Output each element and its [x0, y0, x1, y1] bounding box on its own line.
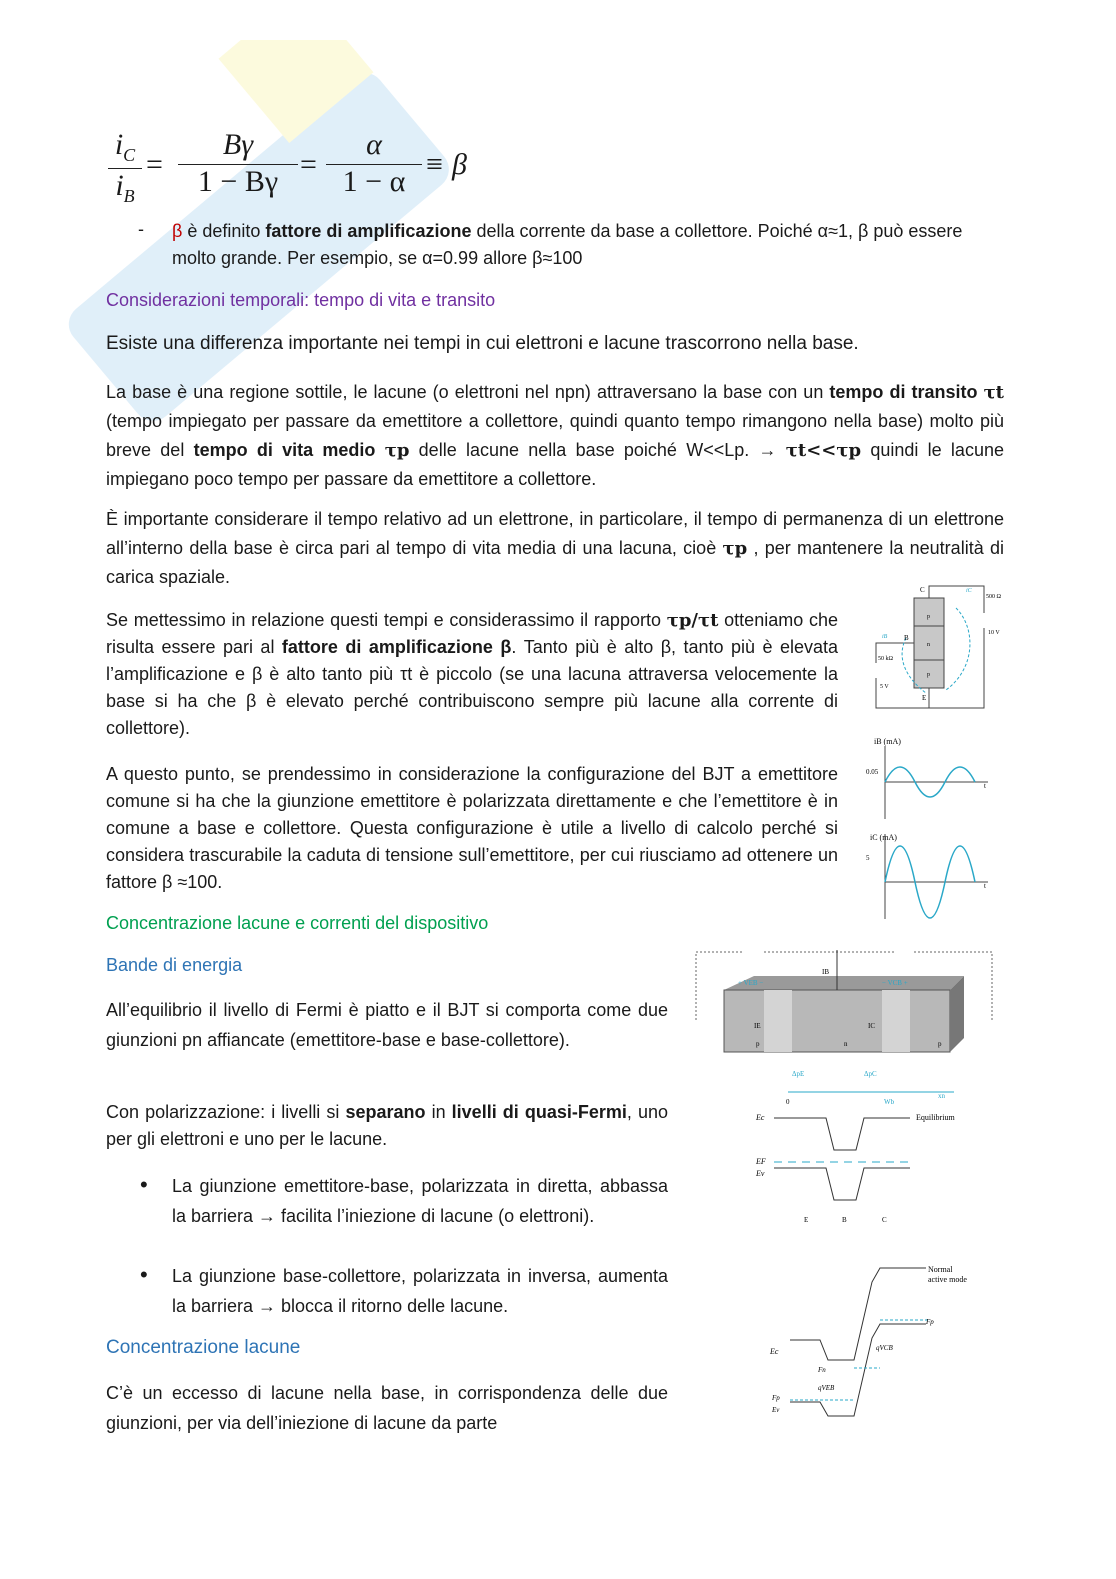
heading-conc-lacune: Concentrazione lacune: [106, 1337, 301, 1358]
eq-ef: EF: [756, 1157, 766, 1166]
bullet-item: La giunzione emettitore-base, polarizzata in diretta, abbassa la barriera → facilita l’iniezione di lacune (o elettroni).: [172, 1176, 668, 1226]
circuit-v1: 10 V: [988, 630, 1000, 636]
circuit-p2: p: [927, 672, 930, 678]
device-xn: xn: [938, 1092, 945, 1100]
eq-c: C: [882, 1216, 887, 1224]
beta-definition: β è definito fattore di amplificazione della corrente da base a collettore. Poiché α≈1, β può essere molto grande. Per esempio, se α=0.99 allore β≈100: [172, 221, 963, 268]
device-n: n: [844, 1040, 848, 1048]
device-ie: IE: [754, 1022, 761, 1030]
circuit-v2: 5 V: [880, 684, 889, 690]
circuit-e: E: [922, 694, 927, 702]
amplification-formula: [108, 128, 488, 208]
wave-ib-label: iB (mA): [874, 737, 901, 746]
formula-eq2: =: [300, 148, 317, 181]
wave-ib-value: 0.05: [866, 768, 879, 776]
circuit-ic: iC: [966, 588, 972, 594]
active-label1: Normal: [928, 1265, 953, 1274]
device-zero: 0: [786, 1098, 790, 1106]
active-label2: active mode: [928, 1275, 967, 1284]
wave-t2: t: [984, 882, 986, 890]
formula-right: α 1 − α: [326, 128, 422, 199]
device-ic: IC: [868, 1022, 875, 1030]
device-dpe: ΔpE: [792, 1070, 805, 1078]
wave-ic-label: iC (mA): [870, 833, 897, 842]
device-structure-figure: [694, 940, 994, 1110]
active-fp: Fp: [772, 1394, 780, 1402]
circuit-c: C: [920, 586, 925, 594]
waveforms-figure: [860, 734, 1000, 924]
formula-lhs: $i_C$ $i_B$: [108, 128, 142, 207]
device-vcb: − VCB +: [882, 979, 908, 987]
circuit-n: n: [927, 642, 930, 648]
active-ec: Ec: [770, 1347, 779, 1356]
para-rapporto: Se mettessimo in relazione questi tempi e considerassimo il rapporto τp/τt otteniamo che risulta essere pari al fattore di amplificazione β. Tanto più è alto β, tanto più è elevata l’amplificazione e β è alto tanto più τt è piccolo (se una lacuna attraversa velocemente la base si ha che β è elevato perché contribuiscono sempre più lacune alla corrente di collettore).: [106, 610, 838, 738]
wave-t1: t: [984, 782, 986, 790]
formula-mid: Bγ 1 − Bγ: [178, 128, 298, 199]
formula-beta: β: [452, 148, 467, 181]
active-fn: Fn: [818, 1366, 826, 1374]
heading-bande: Bande di energia: [106, 955, 243, 975]
active-qvcb: qVCB: [876, 1344, 893, 1352]
bullet-marker: •: [140, 1172, 148, 1197]
bjt-circuit-figure: [866, 578, 1006, 718]
device-wb: Wb: [884, 1098, 895, 1106]
formula-equiv: ≡: [426, 148, 443, 181]
eq-b: B: [842, 1216, 847, 1224]
para-base-sottile: La base è una regione sottile, le lacune (o elettroni nel npn) attraversano la base con un tempo di transito τt (tempo impiegato per passare da emettitore a collettore, quindi quanto tempo rimangono nella base) molto più breve del tempo di vita medio τp delle lacune nella base poiché W<<Lp. → τt<<τp quindi le lacune impiegano poco tempo per passare da emettitore a collettore.: [106, 382, 1004, 489]
para-polarizzazione: Con polarizzazione: i livelli si separano in livelli di quasi-Fermi, uno per gli elettroni e uno per le lacune.: [106, 1102, 668, 1149]
device-p-right: p: [938, 1040, 942, 1048]
circuit-r2: 50 kΩ: [878, 656, 893, 662]
active-qveb: qVEB: [818, 1384, 835, 1392]
heading-concentrazione: Concentrazione lacune e correnti del dispositivo: [106, 913, 489, 933]
device-p-left: p: [756, 1040, 760, 1048]
wave-ic-value: 5: [866, 854, 870, 862]
para-configurazione: A questo punto, se prendessimo in considerazione la configurazione del BJT a emettitore comune si ha che la giunzione emettitore è polarizzata direttamente e che l’emettitore è in comune a base e collettore. Questa configurazione è utile a livello di calcolo perché si considera trascurabile la caduta di tensione sull’emettitore, per cui riusciamo ad ottenere un fattore β ≈100.: [106, 764, 838, 892]
eq-ec: Ec: [756, 1113, 765, 1122]
circuit-p1: p: [927, 614, 930, 620]
dash-marker: -: [138, 219, 144, 239]
para-eccesso: C’è un eccesso di lacune nella base, in corrispondenza delle due giunzioni, per via dell’iniezione di lacune da parte: [106, 1383, 668, 1433]
active-fp-right: Fp: [926, 1318, 934, 1326]
active-ev: Ev: [772, 1406, 780, 1414]
circuit-b: B: [904, 634, 909, 642]
heading-temporali: Considerazioni temporali: tempo di vita e transito: [106, 290, 496, 310]
device-veb: + VEB −: [738, 979, 764, 987]
active-mode-bands-figure: [768, 1262, 988, 1424]
equilibrium-bands-figure: [750, 1104, 980, 1230]
device-dpc: ΔpC: [864, 1070, 877, 1078]
bullet-item: La giunzione base-collettore, polarizzata in inversa, aumenta la barriera → blocca il ritorno delle lacune.: [172, 1266, 668, 1316]
para-differenza: Esiste una differenza importante nei tempi in cui elettroni e lacune trascorrono nella base.: [106, 333, 859, 354]
para-equilibrio: All’equilibrio il livello di Fermi è piatto e il BJT si comporta come due giunzioni pn affiancate (emettitore-base e base-collettore).: [106, 1000, 668, 1050]
eq-label: Equilibrium: [916, 1113, 955, 1122]
eq-e: E: [804, 1216, 809, 1224]
circuit-r1: 500 Ω: [986, 594, 1001, 600]
formula-eq1: =: [146, 148, 163, 181]
eq-ev: Ev: [756, 1169, 765, 1178]
circuit-ib: iB: [882, 634, 888, 640]
device-ib: IB: [822, 968, 829, 976]
para-importante: È importante considerare il tempo relativo ad un elettrone, in particolare, il tempo di permanenza di un elettrone all’interno della base è circa pari al tempo di vita media di una lacuna, cioè τp , per mantenere la neutralità di carica spaziale.: [106, 509, 1004, 587]
bullet-marker: •: [140, 1262, 148, 1287]
